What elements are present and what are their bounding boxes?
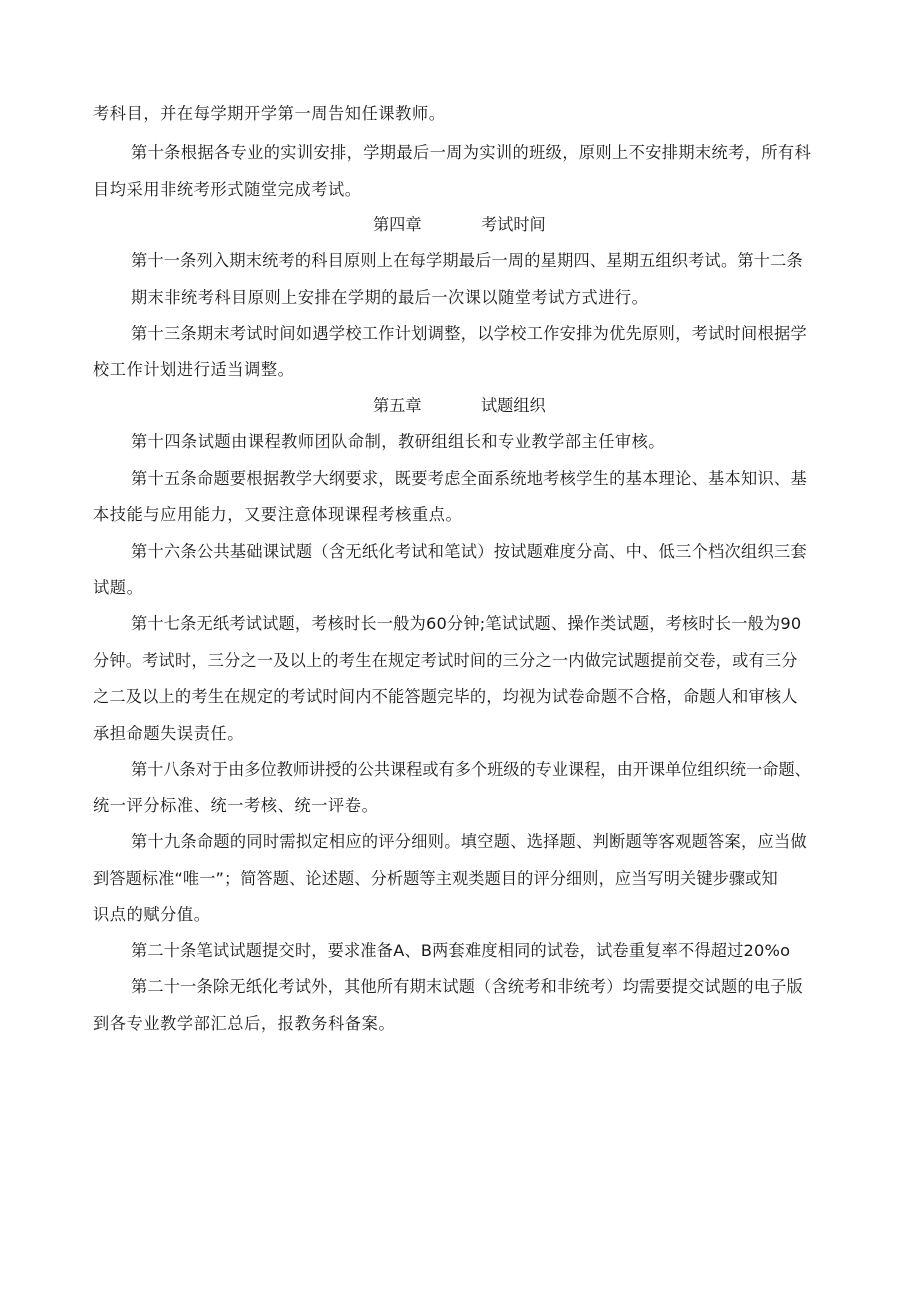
chapter-4-title: 考试时间 <box>481 215 546 234</box>
paragraph-line: 到各专业教学部汇总后，报教务科备案。 <box>93 1014 396 1033</box>
paragraph-line: 第十八条对于由多位教师讲授的公共课程或有多个班级的专业课程，由开课单位组织统一命题、 <box>131 760 811 779</box>
paragraph-line: 期末非统考科目原则上安排在学期的最后一次课以随堂考试方式进行。 <box>131 288 649 307</box>
paragraph-line: 第十九条命题的同时需拟定相应的评分细则。填空题、选择题、判断题等客观题答案，应当做 <box>131 832 807 851</box>
paragraph-line: 第二十一条除无纸化考试外，其他所有期末试题（含统考和非统考）均需要提交试题的电子版 <box>131 977 803 996</box>
paragraph-line: 第十五条命题要根据教学大纲要求，既要考虑全面系统地考核学生的基本理论、基本知识、基 <box>131 469 807 488</box>
paragraph-line: 目均采用非统考形式随堂完成考试。 <box>93 180 362 199</box>
paragraph-line: 第十条根据各专业的实训安排，学期最后一周为实训的班级，原则上不安排期末统考，所有科 <box>131 143 812 162</box>
paragraph-line: 识点的赋分值。 <box>93 905 211 924</box>
paragraph-line: 第十一条列入期末统考的科目原则上在每学期最后一周的星期四、星期五组织考试。第十二条 <box>131 251 803 270</box>
chapter-5-title: 试题组织 <box>481 396 546 415</box>
chapter-4-number: 第四章 <box>373 215 422 234</box>
paragraph-line: 到答题标准“唯一”；简答题、论述题、分析题等主观类题目的评分细则，应当写明关键步骤或知 <box>93 869 778 888</box>
paragraph-line: 第十七条无纸考试试题，考核时长一般为60分钟;笔试试题、操作类试题，考核时长一般为90 <box>131 614 802 633</box>
paragraph-line: 之二及以上的考生在规定的考试时间内不能答题完毕的，均视为试卷命题不合格，命题人和审核人 <box>93 687 798 706</box>
paragraph-line: 校工作计划进行适当调整。 <box>93 360 295 379</box>
paragraph-line: 第十三条期末考试时间如遇学校工作计划调整，以学校工作安排为优先原则，考试时间根据学 <box>131 324 807 343</box>
paragraph-line: 第二十条笔试试题提交时，要求准备A、B两套难度相同的试卷，试卷重复率不得超过20%o <box>131 941 791 960</box>
paragraph-line: 考科目，并在每学期开学第一周告知任课教师。 <box>93 104 446 123</box>
paragraph-line: 分钟。考试时，三分之一及以上的考生在规定考试时间的三分之一内做完试题提前交卷，或有三分 <box>93 651 798 670</box>
chapter-5-number: 第五章 <box>373 396 422 415</box>
paragraph-line: 试题。 <box>93 578 144 597</box>
paragraph-line: 本技能与应用能力，又要注意体现课程考核重点。 <box>93 505 463 524</box>
paragraph-line: 承担命题失误责任。 <box>93 724 245 743</box>
paragraph-line: 统一评分标准、统一考核、统一评卷。 <box>93 796 379 815</box>
paragraph-line: 第十四条试题由课程教师团队命制，教研组组长和专业教学部主任审核。 <box>131 432 665 451</box>
paragraph-line: 第十六条公共基础课试题（含无纸化考试和笔试）按试题难度分高、中、低三个档次组织三套 <box>131 542 807 561</box>
